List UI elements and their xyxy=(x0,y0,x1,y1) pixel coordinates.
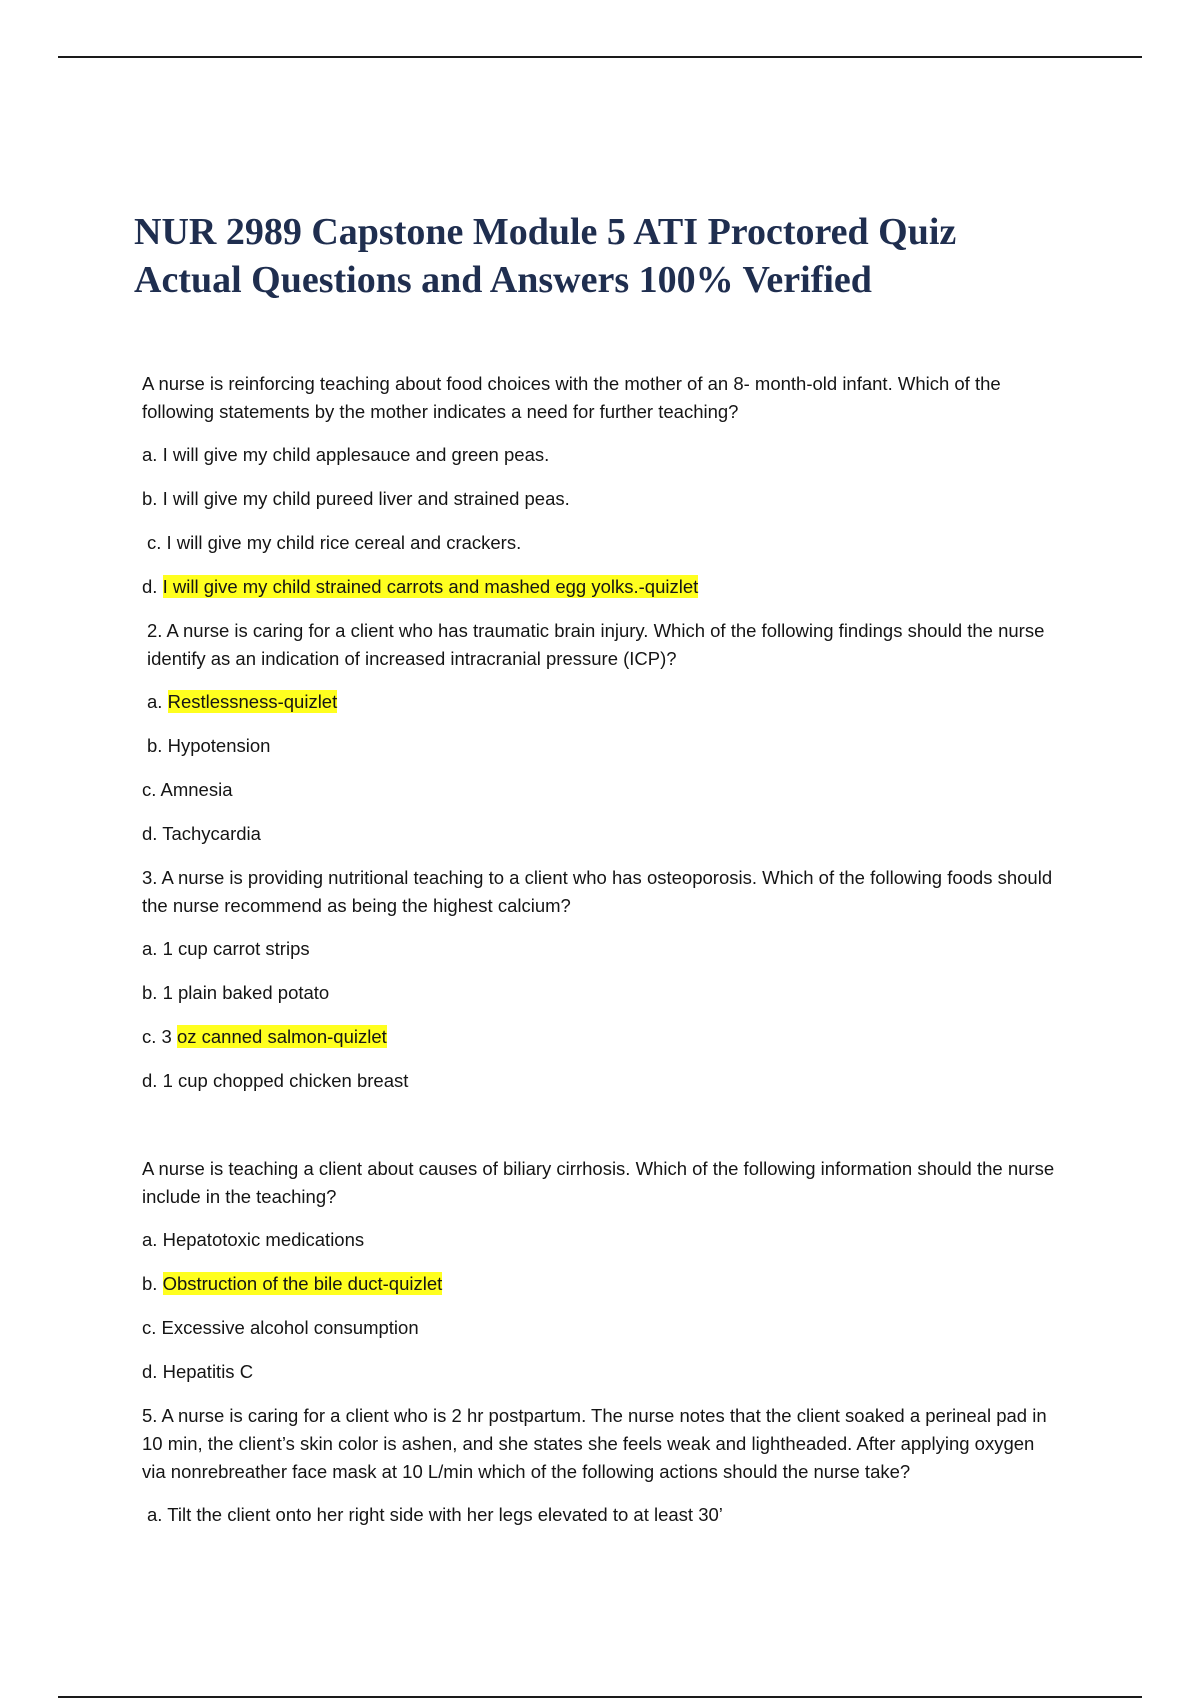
option-d: d. 1 cup chopped chicken breast xyxy=(142,1070,409,1091)
question-text: 3. A nurse is providing nutritional teaching to a client who has osteoporosis. Which of the following foods should the nurse recommend as being the highest calcium? xyxy=(142,867,1053,916)
top-rule xyxy=(58,56,1142,58)
answer-highlight: oz canned salmon-quizlet xyxy=(176,1026,387,1047)
question-1 xyxy=(142,370,1062,601)
option-b: b. 1 plain baked potato xyxy=(142,982,330,1003)
option-a: a. Hepatotoxic medications xyxy=(142,1229,365,1250)
option-b: b. Hypotension xyxy=(147,735,271,756)
option-c: c. Excessive alcohol consumption xyxy=(142,1317,419,1338)
question-4 xyxy=(142,1155,1062,1386)
option-d: d. Tachycardia xyxy=(142,823,261,844)
title-line-1: NUR 2989 Capstone Module 5 ATI Proctored Quiz xyxy=(134,211,957,253)
answer-highlight: Restlessness-quizlet xyxy=(167,691,338,712)
question-text: A nurse is reinforcing teaching about food choices with the mother of an 8- month-old infant. Which of the following statements by the mother indicates a need for further teaching? xyxy=(142,373,1001,422)
document-title xyxy=(134,208,1074,304)
option-a: a. Tilt the client onto her right side with her legs elevated to at least 30’ xyxy=(147,1504,723,1525)
option-a: a. I will give my child applesauce and green peas. xyxy=(142,444,550,465)
quiz-content xyxy=(142,370,1062,1545)
option-c-correct: c. 3 oz canned salmon-quizlet xyxy=(142,1026,387,1047)
option-c: c. Amnesia xyxy=(142,779,233,800)
answer-highlight: I will give my child strained carrots and mashed egg yolks.-quizlet xyxy=(162,576,699,597)
question-text: A nurse is teaching a client about causes of biliary cirrhosis. Which of the following information should the nurse include in the teaching? xyxy=(142,1158,1055,1207)
option-d-correct: d. I will give my child strained carrots and mashed egg yolks.-quizlet xyxy=(142,576,699,597)
bottom-rule xyxy=(58,1696,1142,1698)
question-text: 5. A nurse is caring for a client who is 2 hr postpartum. The nurse notes that the client soaked a perineal pad in 10 min, the client’s skin color is ashen, and she states she feels weak and lightheaded. After applying oxygen via nonrebreather face mask at 10 L/min which of the following actions should the nurse take? xyxy=(142,1405,1047,1482)
option-c: c. I will give my child rice cereal and crackers. xyxy=(147,532,522,553)
option-b: b. I will give my child pureed liver and strained peas. xyxy=(142,488,570,509)
option-a: a. 1 cup carrot strips xyxy=(142,938,310,959)
spacer xyxy=(142,1111,1062,1155)
option-d: d. Hepatitis C xyxy=(142,1361,254,1382)
question-text: 2. A nurse is caring for a client who has traumatic brain injury. Which of the following findings should the nurse identify as an indication of increased intracranial pressure (ICP)? xyxy=(147,620,1045,669)
question-2 xyxy=(142,617,1062,848)
answer-highlight: Obstruction of the bile duct-quizlet xyxy=(162,1273,443,1294)
option-a-correct: a. Restlessness-quizlet xyxy=(147,691,338,712)
option-b-correct: b. Obstruction of the bile duct-quizlet xyxy=(142,1273,443,1294)
question-5 xyxy=(142,1402,1062,1529)
title-line-2: Actual Questions and Answers 100% Verified xyxy=(134,259,872,301)
question-3 xyxy=(142,864,1062,1095)
